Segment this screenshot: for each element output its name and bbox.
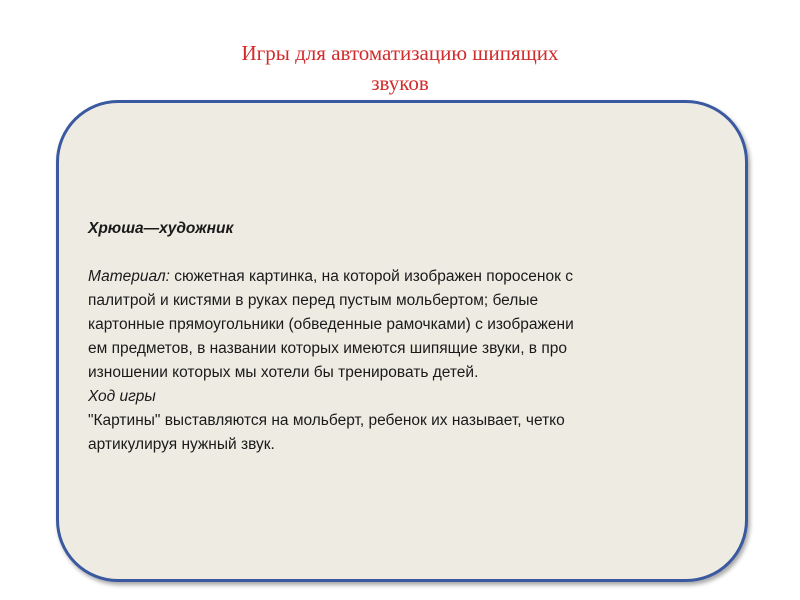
title-line-1: Игры для автоматизацию шипящих — [241, 41, 559, 65]
material-line-2: палитрой и кистями в руках перед пустым мольбертом; белые — [88, 292, 539, 309]
course-line-1: "Картины" выставляются на мольберт, ребенок их называет, четко — [88, 412, 565, 429]
material-label: Материал: — [88, 268, 170, 285]
slide-title — [150, 38, 650, 98]
material-line-1 — [88, 265, 728, 289]
game-heading: Хрюша—художник — [88, 220, 234, 237]
material-line-5: изношении которых мы хотели бы тренировать детей. — [88, 364, 479, 381]
course-label: Ход игры — [88, 388, 156, 405]
title-line-2: звуков — [371, 71, 429, 95]
material-text-1: сюжетная картинка, на которой изображен поросенок с — [169, 268, 573, 285]
material-line-3: картонные прямоугольники (обведенные рамочками) с изображени — [88, 316, 574, 333]
card-content — [88, 217, 728, 457]
material-line-4: ем предметов, в названии которых имеются шипящие звуки, в про — [88, 340, 567, 357]
course-line-2: артикулируя нужный звук. — [88, 436, 275, 453]
